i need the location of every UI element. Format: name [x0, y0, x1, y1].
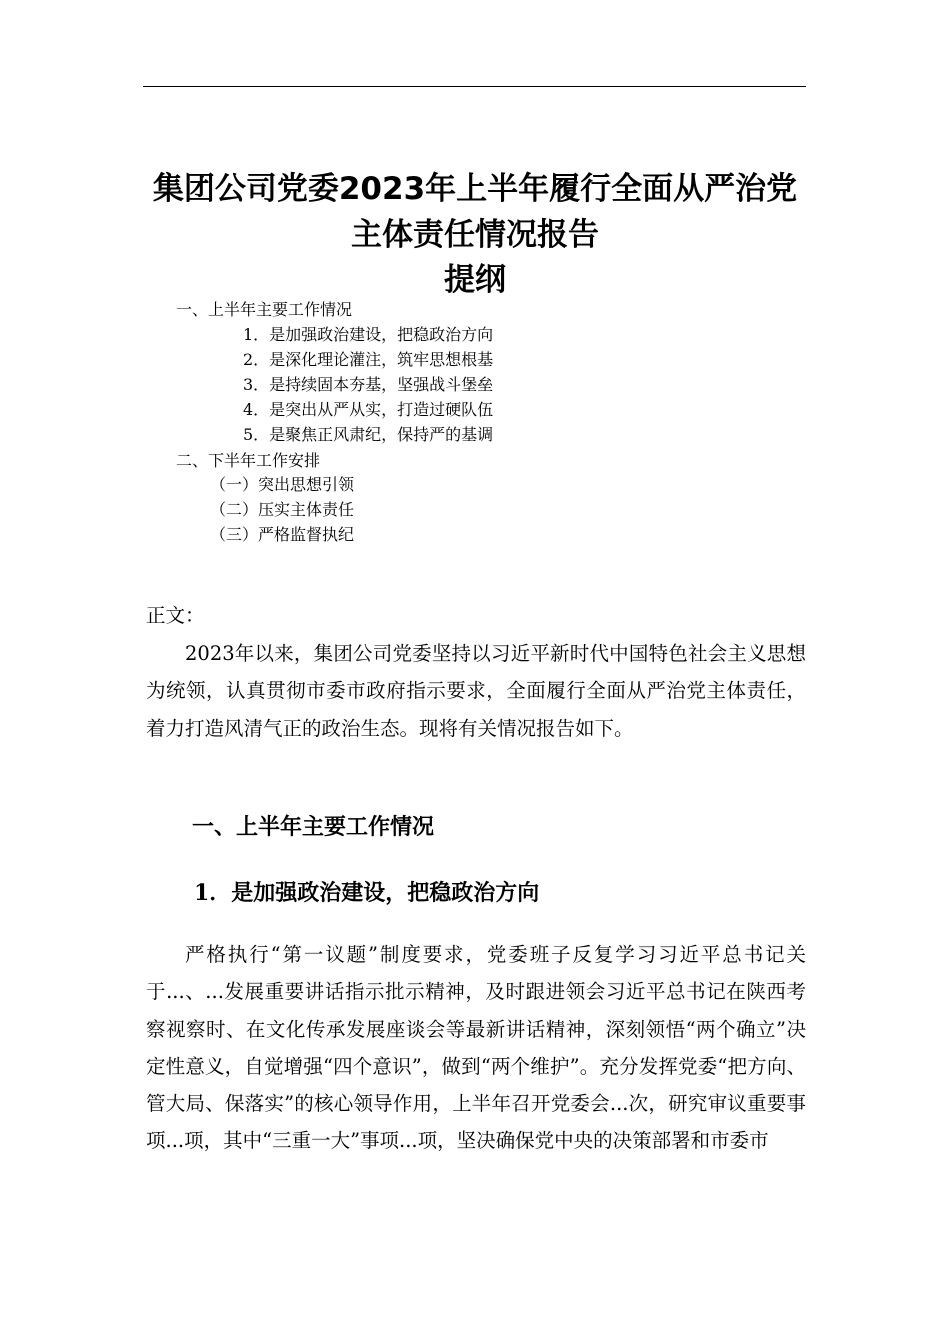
outline-item: 2．是深化理论灌注，筑牢思想根基 — [243, 350, 494, 369]
outline-heading-2: 二、下半年工作安排 — [176, 451, 321, 470]
subsection-heading: 1．是加强政治建设，把稳政治方向 — [194, 880, 540, 906]
outline-item: （三）严格监督执纪 — [210, 525, 355, 544]
outline-item: 1．是加强政治建设，把稳政治方向 — [243, 325, 494, 344]
outline-item: （一）突出思想引领 — [210, 475, 355, 494]
header-rule — [143, 86, 806, 87]
section-heading: 一、上半年主要工作情况 — [192, 815, 435, 840]
outline-heading-1: 一、上半年主要工作情况 — [176, 300, 353, 319]
outline-item: （二）压实主体责任 — [210, 500, 355, 519]
doc-title-line3: 提纲 — [444, 262, 506, 298]
doc-title-line2: 主体责任情况报告 — [351, 217, 599, 253]
intro-paragraph: 2023年以来，集团公司党委坚持以习近平新时代中国特色社会主义思想为统领，认真贯彻市委市政府指示要求，全面履行全面从严治党主体责任，着力打造风清气正的政治生态。现将有关情况报告如下。 — [146, 642, 806, 740]
outline-item: 5．是聚焦正风肃纪，保持严的基调 — [243, 425, 494, 444]
outline-item: 3．是持续固本夯基，坚强战斗堡垒 — [243, 375, 494, 394]
outline-item: 4．是突出从严从实，打造过硬队伍 — [243, 400, 494, 419]
doc-title-line1: 集团公司党委2023年上半年履行全面从严治党 — [152, 171, 798, 207]
body-label: 正文： — [146, 604, 205, 627]
body-paragraph: 严格执行“第一议题”制度要求，党委班子反复学习习近平总书记关于...、...发展重要讲话指示批示精神，及时跟进领会习近平总书记在陕西考察视察时、在文化传承发展座谈会等最新讲话精神，深刻领悟“两个确立”决定性意义，自觉增强“四个意识”，做到“两个维护”。充分发挥党委“把方向、管大局、保落实”的核心领导作用，上半年召开党委会...次，研究审议重要事项...项，其中“三重一大”事项...项，坚决确保党中央的决策部署和市委市 — [146, 943, 806, 1153]
